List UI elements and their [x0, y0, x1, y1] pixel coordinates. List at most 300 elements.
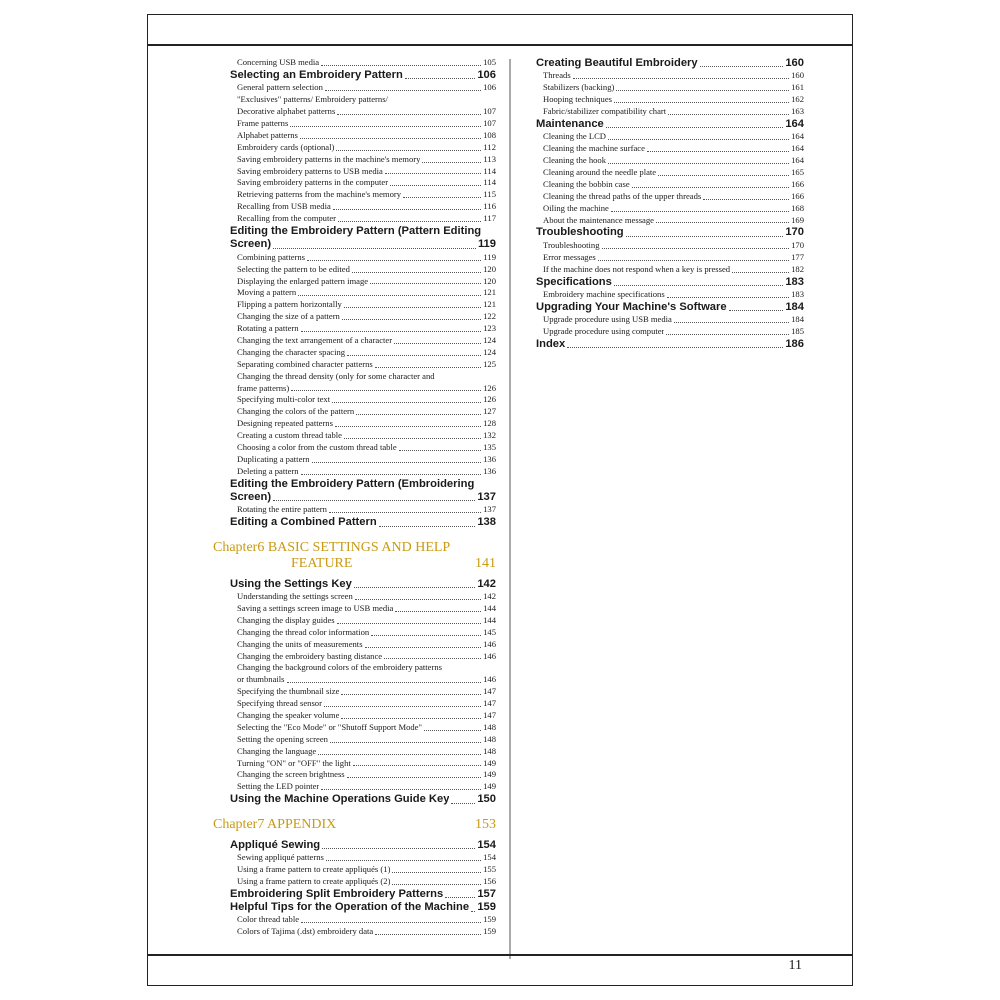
- toc-entry[interactable]: [230, 118, 496, 130]
- entry-page-number: 146: [483, 638, 496, 649]
- dot-leader: [399, 450, 481, 451]
- toc-entry[interactable]: [230, 264, 496, 276]
- toc-entry[interactable]: [536, 143, 804, 155]
- entry-title: Saving embroidery patterns in the computer: [237, 177, 389, 188]
- toc-entry[interactable]: [536, 252, 804, 264]
- toc-section[interactable]: [536, 118, 804, 131]
- entry-title: Specifying the thumbnail size: [237, 686, 340, 697]
- entry-page-number: 106: [477, 68, 496, 81]
- dot-leader: [598, 260, 789, 261]
- entry-page-number: 132: [483, 430, 496, 441]
- toc-section[interactable]: [230, 69, 496, 82]
- entry-page-number: 148: [483, 733, 496, 744]
- toc-entry-line: "Exclusives" patterns/ Embroidery patterns/: [237, 94, 388, 105]
- toc-entry[interactable]: [230, 189, 496, 201]
- toc-entry[interactable]: [230, 106, 496, 118]
- entry-title: If the machine does not respond when a key is pressed: [543, 263, 731, 274]
- entry-page-number: 159: [483, 926, 496, 937]
- entry-page-number: 169: [791, 214, 804, 225]
- entry-title: Threads: [543, 70, 571, 81]
- toc-entry[interactable]: [230, 57, 496, 69]
- entry-title: Embroidery cards (optional): [237, 141, 335, 152]
- chapter-page-number: 141: [475, 555, 496, 571]
- entry-page-number: 155: [483, 863, 496, 874]
- dot-leader: [273, 248, 476, 249]
- toc-entry[interactable]: [230, 698, 496, 710]
- entry-title: Changing the display guides: [237, 614, 335, 625]
- entry-title: Changing the size of a pattern: [237, 311, 340, 322]
- dot-leader: [703, 199, 789, 200]
- entry-title: Oiling the machine: [543, 202, 609, 213]
- entry-page-number: 147: [483, 698, 496, 709]
- toc-entry[interactable]: [230, 651, 496, 663]
- toc-entry[interactable]: [230, 166, 496, 178]
- toc-entry[interactable]: [230, 591, 496, 603]
- toc-entry[interactable]: [230, 769, 496, 781]
- entry-title: Specifying multi-color text: [237, 394, 331, 405]
- entry-page-number: 121: [483, 287, 496, 298]
- entry-title: Fabric/stabilizer compatibility chart: [543, 106, 667, 117]
- toc-entry[interactable]: [230, 781, 496, 793]
- entry-page-number: 159: [483, 914, 496, 925]
- toc-section[interactable]: [536, 338, 804, 351]
- entry-page-number: 128: [483, 418, 496, 429]
- entry-title: Cleaning the machine surface: [543, 143, 645, 154]
- entry-page-number: 114: [483, 165, 496, 176]
- entry-title: Recalling from the computer: [237, 213, 337, 224]
- toc-entry[interactable]: [230, 504, 496, 516]
- toc-entry[interactable]: [230, 177, 496, 189]
- entry-page-number: 107: [483, 106, 496, 117]
- entry-title: Upgrade procedure using computer: [543, 326, 665, 337]
- dot-leader: [573, 78, 789, 79]
- entry-page-number: 160: [785, 56, 804, 69]
- dot-leader: [658, 175, 789, 176]
- entry-page-number: 156: [483, 875, 496, 886]
- entry-title: Deleting a pattern: [237, 465, 299, 476]
- dot-leader: [602, 248, 790, 249]
- toc-entry[interactable]: [230, 603, 496, 615]
- entry-title: Changing the text arrangement of a character: [237, 334, 393, 345]
- toc-section-line: Editing the Embroidery Pattern (Pattern Editing: [230, 224, 482, 237]
- entry-page-number: 123: [483, 323, 496, 334]
- entry-title: Specifications: [536, 275, 612, 288]
- entry-page-number: 108: [483, 129, 496, 140]
- toc-entry[interactable]: [230, 142, 496, 154]
- entry-page-number: 149: [483, 781, 496, 792]
- entry-page-number: 136: [483, 453, 496, 464]
- dot-leader: [379, 526, 476, 527]
- entry-title: Screen): [230, 238, 272, 251]
- toc-entry[interactable]: [230, 323, 496, 335]
- dot-leader: [356, 414, 481, 415]
- dot-leader: [611, 211, 789, 212]
- dot-leader: [344, 307, 481, 308]
- entry-page-number: 150: [477, 793, 496, 806]
- entry-page-number: 116: [483, 201, 496, 212]
- entry-page-number: 115: [483, 189, 496, 200]
- toc-entry[interactable]: [230, 722, 496, 734]
- toc-entry[interactable]: [230, 154, 496, 166]
- page-number: 11: [788, 958, 802, 973]
- dot-leader: [353, 765, 481, 766]
- toc-entry[interactable]: [536, 264, 804, 276]
- dot-leader: [700, 66, 784, 67]
- dot-leader: [392, 884, 481, 885]
- dot-leader: [375, 367, 481, 368]
- toc-section[interactable]: [230, 238, 496, 251]
- toc-entry[interactable]: [230, 852, 496, 864]
- entry-page-number: 126: [483, 394, 496, 405]
- dot-leader: [375, 934, 481, 935]
- entry-title: or thumbnails: [237, 674, 285, 685]
- toc-entry[interactable]: [536, 106, 804, 118]
- dot-leader: [632, 187, 789, 188]
- toc-entry[interactable]: [230, 864, 496, 876]
- dot-leader: [355, 599, 481, 600]
- toc-entry[interactable]: [536, 289, 804, 301]
- toc-section-line: Editing the Embroidery Pattern (Embroidering: [230, 477, 475, 490]
- entry-title: Frame patterns: [237, 117, 289, 128]
- entry-page-number: 121: [483, 299, 496, 310]
- entry-page-number: 183: [791, 288, 804, 299]
- entry-title: Cleaning the hook: [543, 155, 607, 166]
- chapter-heading[interactable]: [213, 817, 496, 833]
- dot-leader: [614, 285, 783, 286]
- toc-section[interactable]: [230, 888, 496, 901]
- entry-page-number: 163: [791, 106, 804, 117]
- dot-leader: [335, 426, 481, 427]
- dot-leader: [325, 90, 481, 91]
- dot-leader: [324, 706, 481, 707]
- toc-entry[interactable]: [230, 454, 496, 466]
- toc-entry[interactable]: [230, 406, 496, 418]
- entry-page-number: 147: [483, 686, 496, 697]
- toc-entry[interactable]: [230, 252, 496, 264]
- dot-leader: [273, 500, 475, 501]
- entry-title: Saving embroidery patterns to USB media: [237, 165, 383, 176]
- entry-title: Cleaning around the needle plate: [543, 167, 657, 177]
- toc-entry[interactable]: [230, 734, 496, 746]
- toc-entry[interactable]: [230, 639, 496, 651]
- entry-title: Combining patterns: [237, 251, 306, 262]
- toc-entry[interactable]: [230, 359, 496, 371]
- dot-leader: [606, 127, 784, 128]
- entry-title: Embroidery machine specifications: [543, 288, 665, 299]
- dot-leader: [318, 754, 481, 755]
- entry-title: Maintenance: [536, 117, 604, 130]
- toc-entry[interactable]: [230, 347, 496, 359]
- entry-page-number: 183: [785, 275, 804, 288]
- toc-entry[interactable]: [230, 758, 496, 770]
- dot-leader: [337, 623, 481, 624]
- entry-title: Changing the speaker volume: [237, 710, 340, 721]
- toc-entry[interactable]: [536, 179, 804, 191]
- dot-leader: [451, 803, 475, 804]
- entry-page-number: 107: [483, 117, 496, 128]
- entry-title: Troubleshooting: [543, 239, 600, 250]
- dot-leader: [614, 102, 789, 103]
- entry-title: Cleaning the thread paths of the upper threads: [543, 190, 702, 201]
- entry-title: Cleaning the LCD: [543, 131, 607, 142]
- toc-entry[interactable]: [230, 276, 496, 288]
- dot-leader: [626, 236, 784, 237]
- dot-leader: [336, 150, 481, 151]
- entry-title: Turning "ON" or "OFF" the light: [237, 757, 351, 768]
- entry-title: Recalling from USB media: [237, 201, 331, 212]
- entry-page-number: 136: [483, 465, 496, 476]
- dot-leader: [347, 777, 481, 778]
- entry-title: Changing the colors of the pattern: [237, 406, 355, 417]
- entry-title: General pattern selection: [237, 82, 323, 93]
- toc-entry[interactable]: [230, 915, 496, 927]
- toc-entry[interactable]: [536, 94, 804, 106]
- manual-page: [147, 14, 853, 986]
- entry-page-number: 142: [477, 577, 496, 590]
- toc-entry[interactable]: [536, 240, 804, 252]
- entry-title: Using a frame pattern to create appliqués (1): [237, 863, 391, 874]
- dot-leader: [405, 78, 475, 79]
- toc-entry[interactable]: [230, 430, 496, 442]
- toc-entry[interactable]: [230, 383, 496, 395]
- entry-title: Retrieving patterns from the machine's memory: [237, 189, 402, 200]
- dot-leader: [342, 319, 481, 320]
- dot-leader: [471, 911, 475, 912]
- entry-title: Changing the thread color information: [237, 626, 370, 637]
- entry-page-number: 177: [791, 251, 804, 262]
- toc-section[interactable]: [230, 516, 496, 529]
- dot-leader: [341, 718, 481, 719]
- entry-title: Color thread table: [237, 914, 300, 925]
- entry-title: Creating Beautiful Embroidery: [536, 56, 698, 69]
- entry-page-number: 127: [483, 406, 496, 417]
- entry-page-number: 120: [483, 263, 496, 274]
- dot-leader: [668, 114, 789, 115]
- entry-page-number: 144: [483, 603, 496, 613]
- entry-page-number: 154: [483, 852, 496, 863]
- entry-page-number: 186: [785, 337, 804, 350]
- entry-page-number: 137: [483, 504, 496, 515]
- entry-page-number: 164: [791, 143, 804, 154]
- dot-leader: [729, 310, 784, 311]
- dot-leader: [330, 742, 481, 743]
- toc-entry[interactable]: [536, 203, 804, 215]
- dot-leader: [352, 272, 481, 273]
- entry-page-number: 112: [483, 141, 496, 152]
- dot-leader: [616, 90, 789, 91]
- toc-entry[interactable]: [230, 926, 496, 938]
- entry-page-number: 154: [477, 838, 496, 851]
- toc-left-column: [213, 56, 496, 938]
- toc-entry[interactable]: [230, 615, 496, 627]
- entry-title: Choosing a color from the custom thread table: [237, 441, 397, 452]
- dot-leader: [321, 789, 481, 790]
- toc-entry[interactable]: [230, 418, 496, 430]
- entry-page-number: 126: [483, 382, 496, 393]
- dot-leader: [674, 322, 789, 323]
- entry-page-number: 149: [483, 757, 496, 768]
- dot-leader: [344, 438, 481, 439]
- entry-page-number: 117: [483, 213, 496, 224]
- dot-leader: [385, 173, 482, 174]
- toc-section[interactable]: [536, 301, 804, 314]
- toc-entry[interactable]: [536, 155, 804, 167]
- entry-title: Moving a pattern: [237, 287, 297, 298]
- entry-title: Duplicating a pattern: [237, 453, 310, 464]
- toc-section[interactable]: [230, 839, 496, 852]
- dot-leader: [347, 355, 481, 356]
- dot-leader: [390, 185, 481, 186]
- entry-page-number: 106: [483, 82, 496, 93]
- entry-page-number: 138: [477, 516, 496, 529]
- entry-page-number: 168: [791, 202, 804, 213]
- entry-title: Rotating the entire pattern: [237, 504, 327, 515]
- entry-title: Colors of Tajima (.dst) embroidery data: [237, 926, 374, 937]
- entry-title: frame patterns): [237, 382, 290, 393]
- dot-leader: [394, 343, 481, 344]
- toc-section[interactable]: [536, 276, 804, 289]
- dot-leader: [301, 331, 482, 332]
- toc-entry[interactable]: [230, 686, 496, 698]
- dot-leader: [403, 197, 481, 198]
- entry-page-number: 146: [483, 650, 496, 661]
- dot-leader: [337, 114, 481, 115]
- entry-page-number: 165: [791, 167, 804, 177]
- entry-title: Editing a Combined Pattern: [230, 516, 377, 529]
- dot-leader: [326, 860, 481, 861]
- toc-entry[interactable]: [230, 82, 496, 94]
- toc-entry[interactable]: [536, 70, 804, 82]
- toc-entry[interactable]: [230, 335, 496, 347]
- entry-title: Changing the screen brightness: [237, 769, 345, 780]
- toc-entry[interactable]: [536, 167, 804, 179]
- dot-leader: [341, 694, 481, 695]
- entry-page-number: 124: [483, 334, 496, 345]
- toc-entry[interactable]: [230, 746, 496, 758]
- toc-entry[interactable]: [536, 314, 804, 326]
- entry-title: Selecting the pattern to be edited: [237, 263, 350, 274]
- dot-leader: [666, 334, 789, 335]
- entry-page-number: 145: [483, 626, 496, 637]
- toc-entry[interactable]: [536, 326, 804, 338]
- dot-leader: [298, 295, 481, 296]
- entry-page-number: 148: [483, 721, 496, 732]
- chapter-page-number: 153: [475, 816, 496, 832]
- dot-leader: [329, 512, 481, 513]
- entry-page-number: 182: [791, 263, 804, 274]
- dot-leader: [422, 162, 481, 163]
- toc-entry-line: Changing the thread density (only for some character and: [237, 370, 435, 381]
- entry-page-number: 146: [483, 674, 496, 685]
- toc-section[interactable]: [230, 491, 496, 504]
- toc-entry[interactable]: [230, 876, 496, 888]
- chapter-heading[interactable]: [213, 556, 496, 572]
- toc-entry[interactable]: [230, 299, 496, 311]
- dot-leader: [395, 611, 481, 612]
- entry-page-number: 160: [791, 70, 804, 81]
- entry-title: Error messages: [543, 251, 596, 262]
- entry-title: Stabilizers (backing): [543, 82, 615, 93]
- entry-page-number: 148: [483, 745, 496, 756]
- entry-title: Using the Machine Operations Guide Key: [230, 793, 450, 806]
- dot-leader: [656, 222, 789, 223]
- entry-page-number: 184: [785, 300, 804, 313]
- toc-section[interactable]: [536, 226, 804, 239]
- entry-title: Screen): [230, 491, 272, 504]
- entry-title: Concerning USB media: [237, 56, 320, 67]
- entry-title: Upgrade procedure using USB media: [543, 314, 672, 325]
- dot-leader: [392, 872, 481, 873]
- entry-title: Designing repeated patterns: [237, 418, 333, 429]
- toc-section[interactable]: [230, 901, 496, 914]
- dot-leader: [445, 897, 475, 898]
- dot-leader: [287, 682, 482, 683]
- entry-title: Setting the LED pointer: [237, 781, 320, 792]
- entry-title: Selecting an Embroidery Pattern: [230, 68, 403, 81]
- entry-page-number: 157: [477, 887, 496, 900]
- entry-title: Index: [536, 337, 566, 350]
- toc-entry[interactable]: [230, 710, 496, 722]
- toc-entry[interactable]: [230, 287, 496, 299]
- toc-entry[interactable]: [230, 130, 496, 142]
- spacer: [230, 807, 496, 817]
- bottom-rule: [148, 954, 852, 956]
- entry-page-number: 159: [477, 901, 496, 914]
- toc-entry[interactable]: [230, 627, 496, 639]
- entry-page-number: 135: [483, 441, 496, 452]
- toc-entry[interactable]: [230, 674, 496, 686]
- entry-title: Sewing appliqué patterns: [237, 852, 324, 863]
- entry-page-number: 164: [791, 131, 804, 142]
- toc-entry[interactable]: [536, 215, 804, 227]
- toc-entry[interactable]: [230, 311, 496, 323]
- toc-entry[interactable]: [230, 442, 496, 454]
- toc-entry[interactable]: [230, 213, 496, 225]
- entry-page-number: 170: [785, 226, 804, 239]
- toc-section[interactable]: [536, 57, 804, 70]
- dot-leader: [301, 922, 481, 923]
- dot-leader: [371, 635, 481, 636]
- entry-title: Cleaning the bobbin case: [543, 178, 630, 189]
- toc-section[interactable]: [230, 578, 496, 591]
- entry-title: Selecting the "Eco Mode" or "Shutoff Support Mode": [237, 721, 423, 732]
- chapter-heading: [213, 540, 496, 556]
- column-divider: [509, 59, 511, 959]
- toc-entry[interactable]: [536, 82, 804, 94]
- entry-page-number: 119: [483, 251, 496, 262]
- toc-entry[interactable]: [536, 131, 804, 143]
- chapter-row[interactable]: [213, 817, 496, 833]
- chapter-row[interactable]: [213, 556, 496, 572]
- dot-leader: [424, 730, 481, 731]
- entry-page-number: 147: [483, 710, 496, 721]
- toc-entry[interactable]: [230, 466, 496, 478]
- toc-entry[interactable]: [536, 191, 804, 203]
- chapter-title: FEATURE: [291, 555, 353, 571]
- dot-leader: [370, 283, 481, 284]
- entry-title: Setting the opening screen: [237, 733, 328, 744]
- entry-title: Displaying the enlarged pattern image: [237, 275, 369, 286]
- toc-entry[interactable]: [230, 394, 496, 406]
- dot-leader: [301, 474, 482, 475]
- toc-section[interactable]: [230, 793, 496, 806]
- dot-leader: [338, 221, 481, 222]
- entry-page-number: 114: [483, 177, 496, 188]
- entry-page-number: 166: [791, 178, 804, 189]
- chapter-title: Chapter7 APPENDIX: [213, 816, 337, 832]
- entry-page-number: 142: [483, 591, 496, 602]
- toc-entry[interactable]: [230, 201, 496, 213]
